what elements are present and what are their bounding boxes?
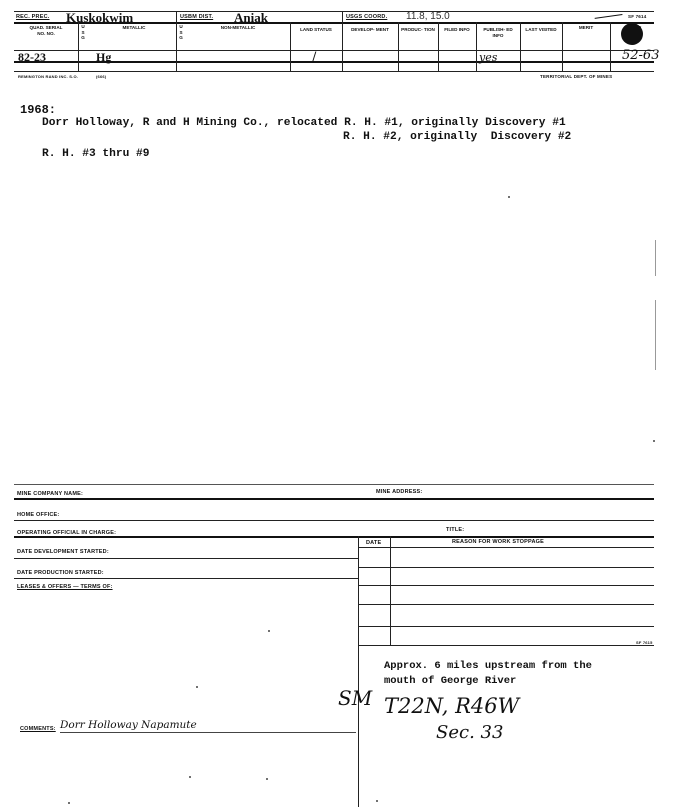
dept-label: TERRITORIAL DEPT. OF MINES	[540, 74, 613, 79]
printer-note: REMINGTON RAND INC. S.O.	[18, 74, 79, 79]
active-dot	[621, 23, 643, 45]
comments-value: Dorr Holloway Napamute	[60, 719, 197, 731]
published-value: yes	[479, 51, 498, 64]
date-label: DATE	[366, 540, 382, 546]
prod-started-label: DATE PRODUCTION STARTED:	[17, 570, 104, 576]
rec-prec-label: REC. PREC.	[16, 14, 50, 20]
form-code-2: SF 7615	[636, 640, 653, 645]
land-status-header: LAND STATUS	[300, 27, 332, 32]
printer-code: (666)	[96, 74, 107, 79]
speck	[266, 778, 268, 780]
usgs-coord-label: USGS COORD.	[346, 14, 388, 20]
usgs-coord-value: 11.8, 15.0	[406, 11, 450, 22]
quad-serial-header	[16, 25, 76, 36]
mine-company-label: MINE COMPANY NAME:	[17, 491, 84, 497]
checkmark-mark	[594, 6, 623, 19]
hand-section: Sec. 33	[436, 722, 504, 743]
speck	[68, 802, 70, 804]
location-line-1: Approx. 6 miles upstream from the	[384, 660, 592, 672]
speck	[268, 630, 270, 632]
filed-info-header: FILED INFO	[444, 27, 470, 32]
metallic-header: METALLIC	[122, 25, 146, 30]
nonmetallic-header: NON-METALLIC	[220, 25, 256, 30]
comments-label: COMMENTS:	[20, 726, 56, 732]
speck	[508, 196, 510, 198]
title-label: TITLE:	[446, 527, 465, 533]
merit-header: MERIT	[578, 25, 594, 30]
usbm-dist-label: USBM DIST.	[180, 14, 214, 20]
quad-label-1: QUAD. SERIAL	[29, 25, 63, 30]
edge-mark	[655, 300, 656, 370]
dev-started-label: DATE DEVELOPMENT STARTED:	[17, 549, 109, 555]
body-line-3: R. H. #3 thru #9	[42, 148, 150, 160]
reason-label: REASON FOR WORK STOPPAGE	[452, 539, 544, 545]
production-header: PRODUC- TION	[401, 27, 435, 32]
form-code: SF 7614	[628, 14, 647, 19]
usgs-letters-2: U S G	[179, 24, 183, 40]
body-line-1: Dorr Holloway, R and H Mining Co., relocated R. H. #1, originally Discovery #1	[42, 117, 566, 129]
quad-label-2: NO. NO.	[37, 30, 55, 36]
body-line-2: R. H. #2, originally Discovery #2	[343, 131, 572, 143]
leases-label: LEASES & OFFERS — TERMS OF:	[17, 584, 113, 590]
body-year: 1968:	[20, 103, 57, 117]
land-status-value: /	[312, 50, 317, 65]
mine-address-label: MINE ADDRESS:	[376, 489, 423, 495]
hand-initials: SM	[338, 686, 373, 710]
speck	[376, 800, 378, 802]
speck	[653, 440, 655, 442]
metallic-value: Hg	[96, 50, 112, 64]
usbm-dist-value: Aniak	[234, 10, 268, 25]
last-visited-header: LAST VISITED	[525, 27, 557, 32]
quad-value: 82-23	[18, 50, 46, 64]
speck	[189, 776, 191, 778]
edge-mark	[655, 240, 656, 276]
location-line-2: mouth of George River	[384, 675, 517, 687]
hand-township: T22N, R46W	[384, 694, 520, 718]
development-header: DEVELOP- MENT	[351, 27, 389, 32]
home-office-label: HOME OFFICE:	[17, 512, 60, 518]
speck	[196, 686, 198, 688]
operating-official-label: OPERATING OFFICIAL IN CHARGE:	[17, 530, 117, 536]
active-value: 52-63	[622, 48, 660, 63]
rec-prec-value: Kuskokwim	[66, 10, 134, 25]
usgs-letters-1: U S G	[81, 24, 85, 40]
published-info-header: PUBLISH- ED INFO	[483, 27, 513, 38]
